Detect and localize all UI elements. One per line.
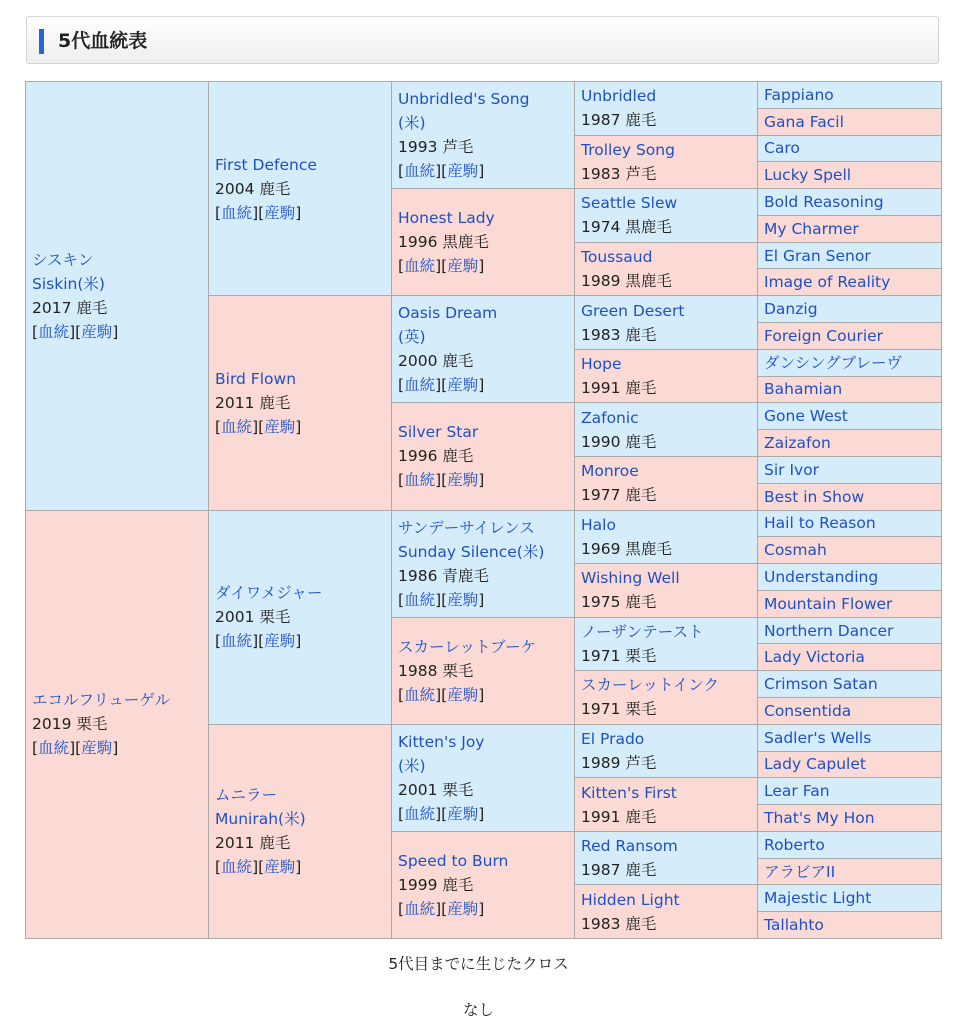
pedigree-cell-gen4-dam	[575, 456, 758, 510]
horse-info: 1977 鹿毛	[581, 486, 657, 505]
offspring-link[interactable]: 産駒	[447, 590, 479, 609]
horse-name-link[interactable]: Understanding	[764, 567, 879, 586]
horse-name-link[interactable]: サンデーサイレンス	[398, 518, 535, 537]
pedigree-links: [血統][産駒]	[215, 858, 302, 877]
horse-info: 1986 青鹿毛	[398, 566, 489, 585]
pedigree-row	[26, 82, 942, 109]
horse-name-link[interactable]: Roberto	[764, 835, 825, 854]
pedigree-cell-gen3-dam	[392, 189, 575, 296]
horse-name-link[interactable]: Consentida	[764, 701, 852, 720]
pedigree-cell-gen5-dam	[758, 912, 942, 939]
horse-info: 1975 鹿毛	[581, 593, 657, 612]
bloodline-link[interactable]: 血統	[404, 685, 436, 704]
pedigree-cell-gen3-sire	[392, 82, 575, 189]
horse-info: 1983 鹿毛	[581, 914, 657, 933]
pedigree-cell-gen3-sire	[392, 510, 575, 617]
offspring-link[interactable]: 産駒	[264, 203, 296, 222]
pedigree-cell-gen5-dam	[758, 215, 942, 242]
horse-name-link[interactable]: Green Desert	[581, 301, 685, 320]
horse-info: 2011 鹿毛	[215, 834, 291, 853]
horse-info: 2017 鹿毛	[32, 298, 108, 317]
pedigree-links: [血統][産駒]	[215, 632, 302, 651]
pedigree-cell-gen2-dam	[209, 296, 392, 510]
pedigree-cell-gen1-dam	[26, 510, 209, 939]
bloodline-link[interactable]: 血統	[404, 162, 436, 181]
pedigree-links: [血統][産駒]	[398, 899, 485, 918]
horse-name-link[interactable]: ムニラー	[215, 786, 278, 805]
horse-name-link[interactable]: Lucky Spell	[764, 166, 852, 185]
horse-name-link[interactable]: My Charmer	[764, 219, 859, 238]
horse-name-link[interactable]: スカーレットインク	[581, 676, 719, 695]
pedigree-cell-gen5-dam	[758, 697, 942, 724]
pedigree-links: [血統][産駒]	[215, 203, 302, 222]
bloodline-link[interactable]: 血統	[404, 376, 436, 395]
pedigree-cell-gen5-sire	[758, 671, 942, 698]
offspring-link[interactable]: 産駒	[447, 899, 479, 918]
section-heading	[26, 16, 939, 64]
pedigree-cell-gen5-sire	[758, 724, 942, 751]
horse-name-link[interactable]: That's My Hon	[764, 808, 875, 827]
bloodline-link[interactable]: 血統	[221, 203, 253, 222]
pedigree-cell-gen5-dam	[758, 590, 942, 617]
pedigree-cell-gen5-sire	[758, 135, 942, 162]
bloodline-link[interactable]: 血統	[404, 471, 436, 490]
horse-info: 2019 栗毛	[32, 715, 108, 734]
horse-name-link[interactable]: El Gran Senor	[764, 246, 871, 265]
horse-name-link[interactable]: Sadler's Wells	[764, 728, 872, 747]
horse-name-link[interactable]: (米)	[398, 114, 426, 133]
pedigree-cell-gen5-dam	[758, 751, 942, 778]
horse-info: 1991 鹿毛	[581, 379, 657, 398]
bloodline-link[interactable]: 血統	[404, 804, 436, 823]
horse-info: 1991 鹿毛	[581, 807, 657, 826]
horse-name-link[interactable]: スカーレットブーケ	[398, 637, 537, 656]
pedigree-links: [血統][産駒]	[398, 471, 485, 490]
pedigree-cell-gen5-sire	[758, 349, 942, 376]
offspring-link[interactable]: 産駒	[447, 257, 479, 276]
pedigree-cell-gen4-sire	[575, 296, 758, 350]
horse-name-link[interactable]: Lear Fan	[764, 782, 830, 801]
bloodline-link[interactable]: 血統	[221, 858, 253, 877]
horse-info: 2001 栗毛	[398, 780, 474, 799]
horse-info: 1990 鹿毛	[581, 432, 657, 451]
pedigree-cell-gen5-sire	[758, 564, 942, 591]
horse-name-link[interactable]: Best in Show	[764, 487, 865, 506]
horse-name-link[interactable]: シスキン	[32, 250, 94, 269]
pedigree-cell-gen4-sire	[575, 510, 758, 564]
pedigree-cell-gen5-sire	[758, 242, 942, 269]
pedigree-cell-gen4-sire	[575, 189, 758, 243]
horse-name-link[interactable]: Toussaud	[581, 247, 653, 266]
horse-name-link[interactable]: Gana Facil	[764, 112, 844, 131]
pedigree-cell-gen4-sire	[575, 724, 758, 778]
pedigree-cell-gen1-sire	[26, 82, 209, 511]
pedigree-cell-gen5-dam	[758, 162, 942, 189]
horse-name-link[interactable]: アラビアII	[764, 862, 836, 881]
pedigree-cell-gen5-dam	[758, 858, 942, 885]
horse-info: 1989 黒鹿毛	[581, 271, 672, 290]
pedigree-cell-gen5-sire	[758, 403, 942, 430]
horse-name-link[interactable]: Unbridled's Song	[398, 90, 530, 109]
horse-name-link[interactable]: (米)	[398, 756, 426, 775]
horse-name-link[interactable]: Unbridled	[581, 87, 657, 106]
horse-info: 1987 鹿毛	[581, 111, 657, 130]
horse-name-link[interactable]: Monroe	[581, 462, 639, 481]
pedigree-cell-gen2-dam	[209, 724, 392, 938]
pedigree-cell-gen5-sire	[758, 296, 942, 323]
horse-name-link[interactable]: Tallahto	[764, 916, 824, 935]
bloodline-link[interactable]: 血統	[38, 739, 70, 758]
horse-info: 1996 黒鹿毛	[398, 233, 489, 252]
horse-name-link[interactable]: Seattle Slew	[581, 194, 678, 213]
horse-info: 1987 鹿毛	[581, 861, 657, 880]
horse-name-link[interactable]: Munirah(米)	[215, 810, 306, 829]
section-title: 5代血統表	[58, 30, 148, 52]
horse-name-link[interactable]: Wishing Well	[581, 569, 680, 588]
horse-name-link[interactable]: Halo	[581, 515, 616, 534]
horse-name-link[interactable]: ダンシングブレーヴ	[764, 353, 902, 372]
horse-name-link[interactable]: エコルフリューゲル	[32, 691, 171, 710]
horse-name-link[interactable]: Image of Reality	[764, 273, 891, 292]
pedigree-cell-gen5-sire	[758, 510, 942, 537]
offspring-link[interactable]: 産駒	[81, 322, 113, 341]
pedigree-cell-gen5-sire	[758, 456, 942, 483]
horse-info: 1983 芦毛	[581, 164, 657, 183]
pedigree-cell-gen4-dam	[575, 671, 758, 725]
pedigree-cell-gen4-dam	[575, 349, 758, 403]
pedigree-cell-gen3-sire	[392, 296, 575, 403]
pedigree-cell-gen5-dam	[758, 323, 942, 350]
pedigree-cell-gen5-dam	[758, 108, 942, 135]
horse-info: 2001 栗毛	[215, 608, 291, 627]
offspring-link[interactable]: 産駒	[447, 804, 479, 823]
offspring-link[interactable]: 産駒	[81, 739, 113, 758]
horse-name-link[interactable]: Caro	[764, 139, 800, 158]
pedigree-links: [血統][産駒]	[398, 590, 485, 609]
bloodline-link[interactable]: 血統	[38, 322, 70, 341]
horse-name-link[interactable]: Fappiano	[764, 85, 834, 104]
bloodline-link[interactable]: 血統	[221, 632, 253, 651]
pedigree-cell-gen3-dam	[392, 403, 575, 510]
horse-info: 1988 栗毛	[398, 661, 474, 680]
pedigree-cell-gen3-dam	[392, 617, 575, 724]
offspring-link[interactable]: 産駒	[264, 858, 296, 877]
horse-name-link[interactable]: Foreign Courier	[764, 326, 884, 345]
pedigree-cell-gen5-dam	[758, 376, 942, 403]
horse-name-link[interactable]: Bahamian	[764, 380, 843, 399]
horse-name-link[interactable]: Sunday Silence(米)	[398, 542, 545, 561]
pedigree-cell-gen4-sire	[575, 617, 758, 671]
pedigree-cell-gen5-dam	[758, 483, 942, 510]
pedigree-cell-gen5-dam	[758, 644, 942, 671]
pedigree-cell-gen5-sire	[758, 831, 942, 858]
pedigree-cell-gen5-dam	[758, 269, 942, 296]
horse-name-link[interactable]: El Prado	[581, 730, 645, 749]
horse-name-link[interactable]: Trolley Song	[581, 140, 675, 159]
horse-name-link[interactable]: Gone West	[764, 407, 848, 426]
pedigree-links: [血統][産駒]	[398, 685, 485, 704]
horse-name-link[interactable]: Lady Capulet	[764, 755, 866, 774]
horse-name-link[interactable]: Cosmah	[764, 541, 827, 560]
horse-name-link[interactable]: ノーザンテースト	[581, 622, 704, 641]
cross-heading: 5代目までに生じたクロス	[388, 955, 569, 973]
pedigree-cell-gen5-dam	[758, 430, 942, 457]
cross-value: なし	[462, 1001, 494, 1019]
pedigree-links: [血統][産駒]	[398, 162, 485, 181]
horse-name-link[interactable]: Crimson Satan	[764, 675, 878, 694]
pedigree-cell-gen4-dam	[575, 885, 758, 939]
horse-name-link[interactable]: Sir Ivor	[764, 460, 820, 479]
pedigree-row	[26, 510, 942, 537]
horse-name-link[interactable]: Zafonic	[581, 408, 639, 427]
horse-name-link[interactable]: Mountain Flower	[764, 594, 893, 613]
horse-info: 1971 栗毛	[581, 646, 657, 665]
horse-info: 2011 鹿毛	[215, 393, 291, 412]
horse-name-link[interactable]: Danzig	[764, 300, 818, 319]
offspring-link[interactable]: 産駒	[447, 685, 479, 704]
offspring-link[interactable]: 産駒	[264, 632, 296, 651]
horse-name-link[interactable]: Majestic Light	[764, 889, 872, 908]
pedigree-links: [血統][産駒]	[398, 376, 485, 395]
pedigree-cell-gen5-sire	[758, 885, 942, 912]
heading-accent-bar	[39, 29, 44, 54]
horse-name-link[interactable]: Oasis Dream	[398, 304, 498, 323]
pedigree-cell-gen4-sire	[575, 831, 758, 885]
horse-name-link[interactable]: Red Ransom	[581, 837, 678, 856]
pedigree-cell-gen4-dam	[575, 778, 758, 832]
pedigree-cell-gen4-sire	[575, 82, 758, 136]
pedigree-cell-gen5-dam	[758, 537, 942, 564]
horse-info: 1971 栗毛	[581, 700, 657, 719]
offspring-link[interactable]: 産駒	[447, 162, 479, 181]
horse-name-link[interactable]: Kitten's Joy	[398, 732, 485, 751]
horse-info: 2000 鹿毛	[398, 352, 474, 371]
pedigree-links: [血統][産駒]	[215, 417, 302, 436]
offspring-link[interactable]: 産駒	[264, 417, 296, 436]
horse-name-link[interactable]: (英)	[398, 328, 426, 347]
horse-info: 2004 鹿毛	[215, 179, 291, 198]
horse-name-link[interactable]: Hope	[581, 355, 622, 374]
horse-name-link[interactable]: Bold Reasoning	[764, 193, 884, 212]
horse-name-link[interactable]: Kitten's First	[581, 783, 677, 802]
horse-name-link[interactable]: Northern Dancer	[764, 621, 894, 640]
pedigree-cell-gen3-sire	[392, 724, 575, 831]
horse-name-link[interactable]: First Defence	[215, 155, 317, 174]
horse-info: 1989 芦毛	[581, 754, 657, 773]
offspring-link[interactable]: 産駒	[447, 376, 479, 395]
horse-name-link[interactable]: Bird Flown	[215, 369, 297, 388]
bloodline-link[interactable]: 血統	[404, 590, 436, 609]
horse-info: 1974 黒鹿毛	[581, 218, 672, 237]
horse-info: 1983 鹿毛	[581, 325, 657, 344]
horse-info: 1999 鹿毛	[398, 875, 474, 894]
horse-name-link[interactable]: Hidden Light	[581, 890, 680, 909]
pedigree-cell-gen3-dam	[392, 831, 575, 938]
horse-name-link[interactable]: ダイワメジャー	[215, 584, 323, 603]
pedigree-cell-gen4-sire	[575, 403, 758, 457]
pedigree-table	[25, 81, 942, 939]
horse-name-link[interactable]: Hail to Reason	[764, 514, 876, 533]
horse-name-link[interactable]: Honest Lady	[398, 209, 495, 228]
pedigree-cell-gen5-sire	[758, 617, 942, 644]
offspring-link[interactable]: 産駒	[447, 471, 479, 490]
horse-name-link[interactable]: Siskin(米)	[32, 274, 105, 293]
bloodline-link[interactable]: 血統	[221, 417, 253, 436]
horse-name-link[interactable]: Speed to Burn	[398, 851, 509, 870]
horse-name-link[interactable]: Lady Victoria	[764, 648, 865, 667]
pedigree-cell-gen5-sire	[758, 82, 942, 109]
bloodline-link[interactable]: 血統	[404, 257, 436, 276]
horse-info: 1993 芦毛	[398, 138, 474, 157]
pedigree-cell-gen5-sire	[758, 778, 942, 805]
pedigree-links: [血統][産駒]	[398, 257, 485, 276]
pedigree-links: [血統][産駒]	[398, 804, 485, 823]
pedigree-cell-gen4-dam	[575, 564, 758, 618]
pedigree-links: [血統][産駒]	[32, 322, 119, 341]
pedigree-cell-gen5-sire	[758, 189, 942, 216]
pedigree-cell-gen4-dam	[575, 135, 758, 189]
pedigree-cell-gen2-sire	[209, 82, 392, 296]
pedigree-links: [血統][産駒]	[32, 739, 119, 758]
horse-info: 1969 黒鹿毛	[581, 539, 672, 558]
pedigree-cell-gen2-sire	[209, 510, 392, 724]
pedigree-cell-gen5-dam	[758, 805, 942, 832]
bloodline-link[interactable]: 血統	[404, 899, 436, 918]
horse-info: 1996 鹿毛	[398, 447, 474, 466]
horse-name-link[interactable]: Zaizafon	[764, 434, 831, 453]
pedigree-cell-gen4-dam	[575, 242, 758, 296]
horse-name-link[interactable]: Silver Star	[398, 423, 479, 442]
